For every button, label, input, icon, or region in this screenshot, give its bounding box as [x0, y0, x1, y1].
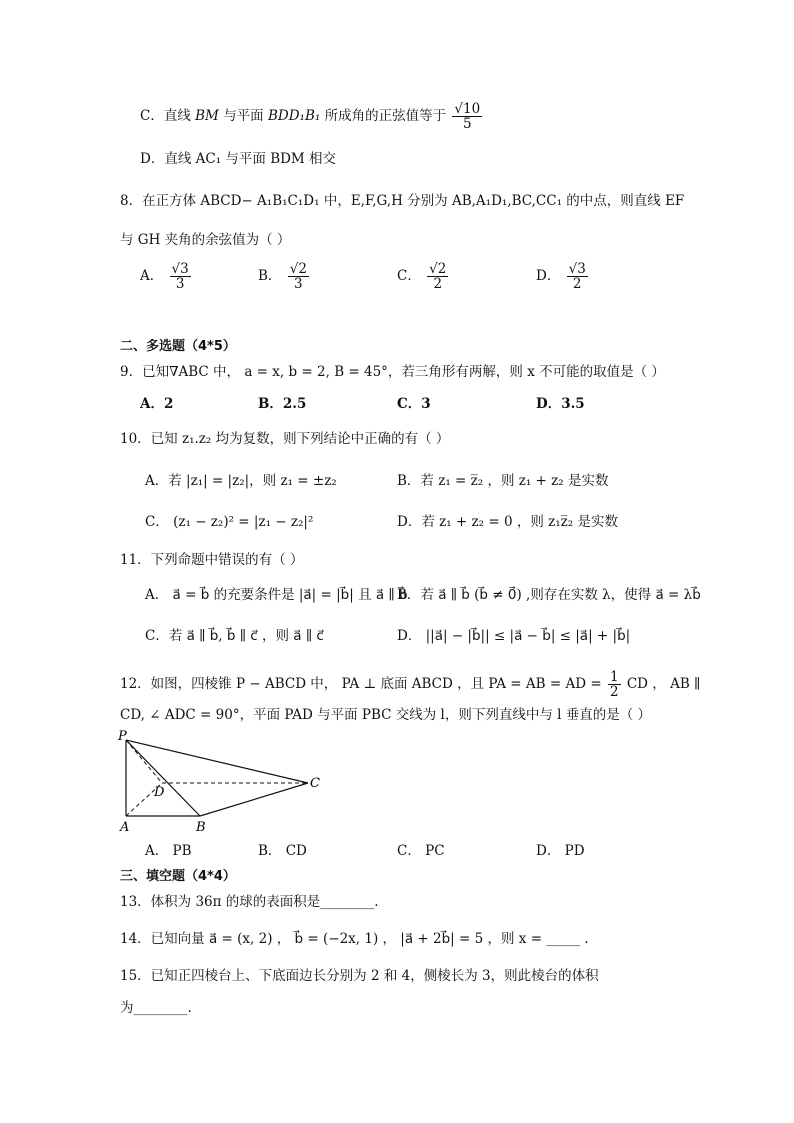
q7-c-den: 5: [462, 116, 472, 132]
q10-stem: 10．已知 z₁.z₂ 均为复数，则下列结论中正确的有（ ）: [120, 431, 450, 447]
edge-pc: [126, 740, 308, 783]
q7-c-text-3: 所成角的正弦值等于: [324, 108, 447, 124]
q8-c-den: 2: [433, 276, 443, 292]
q8-c-fraction: [427, 262, 448, 291]
q7-c-text-1: C．直线: [140, 108, 191, 124]
q11-option-c: C．若 a⃗ ∥ b⃗, b⃗ ∥ c⃗ ，则 a⃗ ∥ c⃗: [145, 628, 324, 644]
q9-option-d: D．3.5: [536, 396, 585, 412]
q8-a-fraction: [170, 262, 191, 291]
label-d: D: [154, 785, 165, 800]
q12-pyramid-figure: [110, 728, 340, 838]
q12-line1-text: 12．如图，四棱锥 P − ABCD 中， PA ⊥ 底面 ABCD ，且 PA = AB = AD =: [120, 676, 602, 692]
q8-b-den: 3: [294, 276, 303, 292]
q8-a-label: A．: [140, 268, 164, 284]
q8-b-fraction: [288, 262, 309, 291]
q9-stem: 9．已知∇ABC 中， a = x, b = 2, B = 45°，若三角形有两解，则 x 不可能的取值是（ ）: [120, 364, 665, 380]
q8-d-den: 2: [572, 276, 582, 292]
q12-line1-post: CD ， AB ∥: [626, 676, 701, 692]
q15-stem-line2: 为________.: [120, 1000, 192, 1016]
q13-stem: 13．体积为 36π 的球的表面积是________.: [120, 894, 379, 910]
q8-b-label: B．: [258, 268, 282, 284]
q7-c-num: √10: [454, 101, 481, 117]
section-2-heading: 二、多选题（4*5）: [120, 339, 236, 354]
q12-stem-line1: [120, 670, 700, 699]
q8-d-label: D．: [536, 268, 561, 284]
q10-option-b: B．若 z₁ = z̅₂ ，则 z₁ + z₂ 是实数: [397, 473, 609, 489]
q8-option-c: [397, 262, 450, 291]
q12-option-b: B． CD: [258, 843, 307, 859]
q7-c-fraction: [452, 102, 482, 131]
q9-option-a: A．2: [140, 396, 174, 412]
q12-frac-den: 2: [609, 684, 619, 700]
q10-option-d: D．若 z₁ + z₂ = 0 ，则 z₁z̅₂ 是实数: [397, 514, 618, 530]
q7-c-text-2: 与平面: [223, 108, 264, 124]
q8-d-fraction: [567, 262, 588, 291]
q8-option-d: [536, 262, 590, 291]
q10-option-c: C． (z₁ − z₂)² = |z₁ − z₂|²: [145, 514, 314, 530]
q7-c-bm: BM: [195, 108, 219, 124]
q8-option-a: [140, 262, 193, 291]
q8-a-num: √3: [171, 261, 189, 277]
q11-option-d: D． ||a⃗| − |b⃗|| ≤ |a⃗ − b⃗| ≤ |a⃗| + |b⃗|: [397, 628, 631, 644]
q12-frac-num: 1: [609, 669, 619, 685]
q9-option-c: C．3: [397, 396, 431, 412]
edge-pb: [126, 740, 200, 816]
q10-option-a: A．若 |z₁| = |z₂|，则 z₁ = ±z₂: [145, 473, 337, 489]
q8-d-num: √3: [568, 261, 586, 277]
q11-stem: 11．下列命题中错误的有（ ）: [120, 552, 304, 568]
q12-stem-line2: CD, ∠ ADC = 90°，平面 PAD 与平面 PBC 交线为 l，则下列直线中与 l 垂直的是（ ）: [120, 707, 652, 723]
edge-pd: [126, 740, 162, 783]
q11-option-b: B．若 a⃗ ∥ b⃗ (b⃗ ≠ 0⃗) ,则存在实数 λ，使得 a⃗ = λb⃗: [397, 587, 701, 603]
q7-option-d: D．直线 AC₁ 与平面 BDM 相交: [140, 151, 337, 167]
q12-option-d: D． PD: [536, 843, 585, 859]
section-3-heading: 三、填空题（4*4）: [120, 869, 236, 884]
q8-c-num: √2: [429, 261, 447, 277]
q8-a-den: 3: [175, 276, 185, 292]
q8-option-b: [258, 262, 311, 291]
q8-c-label: C．: [397, 268, 421, 284]
label-c: C: [310, 776, 320, 791]
edge-bc: [200, 783, 308, 816]
q8-stem-line1: 8．在正方体 ABCD− A₁B₁C₁D₁ 中，E,F,G,H 分别为 AB,A₁D₁,BC,CC₁ 的中点，则直线 EF: [120, 193, 685, 209]
q14-stem: 14．已知向量 a⃗ = (x, 2) ， b⃗ = (−2x, 1) ， |a⃗ + 2b⃗| = 5 ，则 x = _____ .: [120, 931, 589, 947]
q7-c-plane: BDD₁B₁: [267, 108, 321, 124]
q7-option-c: [140, 102, 484, 131]
q11-option-a: A． a⃗ = b⃗ 的充要条件是 |a⃗| = |b⃗| 且 a⃗ ∥ b⃗: [145, 587, 408, 603]
q12-option-a: A． PB: [145, 843, 192, 859]
q15-stem-line1: 15．已知正四棱台上、下底面边长分别为 2 和 4，侧棱长为 3，则此棱台的体积: [120, 968, 599, 984]
q12-option-c: C． PC: [397, 843, 445, 859]
q8-stem-line2: 与 GH 夹角的余弦值为（ ）: [120, 232, 291, 248]
q9-option-b: B．2.5: [258, 396, 307, 412]
label-a: A: [120, 820, 130, 835]
label-b: B: [196, 820, 206, 835]
label-p: P: [118, 729, 127, 744]
q8-b-num: √2: [289, 261, 307, 277]
q12-fraction: [608, 670, 621, 699]
